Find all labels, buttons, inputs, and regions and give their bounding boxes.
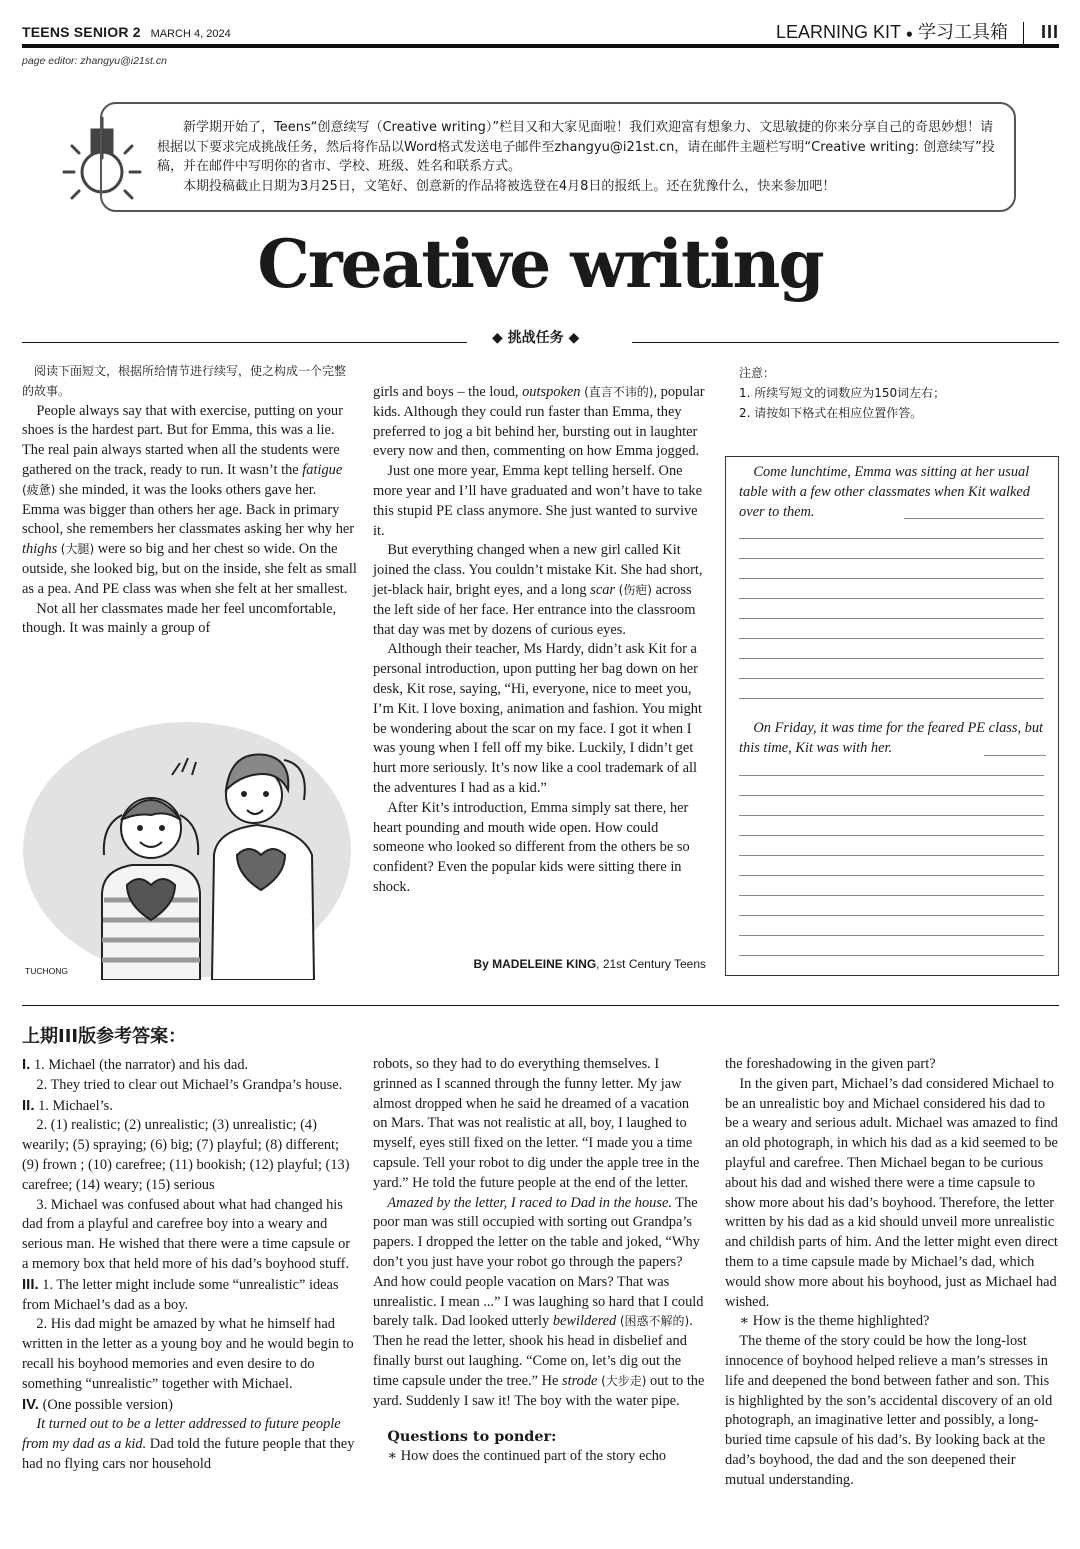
answer-line[interactable] [739, 835, 1044, 836]
answer-line[interactable] [739, 538, 1044, 539]
questions-heading: Questions to ponder: [387, 1428, 557, 1446]
answer-text: (One possible version) [38, 1396, 173, 1413]
paper-name: TEENS SENIOR 2 [22, 24, 141, 40]
notice-text [157, 118, 1005, 196]
page-title: Creative writing [257, 225, 823, 303]
answer-line[interactable] [984, 755, 1046, 756]
header-right [776, 18, 1059, 44]
task-bar [22, 325, 1059, 345]
story-intro: 阅读下面短文，根据所给情节进行续写，使之构成一个完整的故事。 [22, 364, 347, 398]
answer-line[interactable] [739, 935, 1044, 936]
notes [739, 364, 1059, 423]
answer-text: 3. Michael was confused about what had changed his dad from a playful and carefree boy into a weary and serious man. He wished that there were a time capsule or a memory box that held more of his dad’s boyhood stuff. [22, 1196, 351, 1272]
header-divider [1023, 22, 1024, 44]
answer-line[interactable] [739, 815, 1044, 816]
story-paragraph: Just one more year, Emma kept telling herself. One more year and I’ll have graduated and won’t have to take this stupid PE class anymore. She just wanted to survive it. [373, 463, 702, 539]
answer-line[interactable] [739, 598, 1044, 599]
bullet-icon: ● [905, 26, 913, 41]
question-text: the foreshadowing in the given part? [725, 1056, 936, 1072]
continuation-prompt-2: On Friday, it was time for the feared PE class, but this time, Kit was with her. [739, 720, 1044, 756]
answer-line[interactable] [739, 775, 1044, 776]
notice-line: 新学期开始了，Teens“创意续写（Creative writing）”栏目又和大家见面啦！我们欢迎富有想象力、文思敏捷的你来分享自己的奇思妙想！请根据以下要求完成挑战任务，然后将作品以Word格式发送电子邮件至zhangyu@i21st.cn，请在邮件主题栏写明“Creative writing: 创意续写”投稿，并在邮件中写明你的省市、学校、班级、姓名和联系方式。 [157, 120, 995, 174]
page-number: III [1040, 22, 1059, 42]
answer-line [22, 1275, 357, 1316]
answer-line[interactable] [739, 915, 1044, 916]
answer-text [22, 1415, 357, 1474]
question-text: ∗ How does the continued part of the story echo [387, 1448, 667, 1465]
story-paragraph: People always say that with exercise, putting on your shoes is the hardest part. But for Emma, this was a lie. The real pain always started when all the students were gathered on the track, ready to run. It wasn’t the fatigue (疲惫) she minded, it was the looks others gave her. Emma was bigger than others her age. Back in primary school, she remembers her classmates asking her why her thighs (大腿) were so big and her chest so wide. On the outside, she looked big, but on the inside, she felt as small as a pea. And PE class was when she felt at her smallest. [22, 402, 357, 597]
section-numeral: IV. [22, 1395, 39, 1413]
image-credit: TUCHONG [25, 966, 68, 976]
section-name-cn: 学习工具箱 [917, 22, 1008, 42]
answer-line[interactable] [739, 875, 1044, 876]
section-name: LEARNING KIT [775, 22, 901, 42]
story-paragraph: Not all her classmates made her feel uncomfortable, though. It was mainly a group of [22, 600, 337, 637]
task-label: ◆ 挑战任务 ◆ [492, 330, 580, 346]
continuation-prompt-1: Come lunchtime, Emma was sitting at her usual table with a few other classmates when Kit walked over to them. [739, 464, 1030, 520]
story-column-1 [22, 362, 357, 639]
answer-line[interactable] [739, 638, 1044, 639]
answer-text: The theme of the story could be how the long-lost innocence of boyhood helped relieve a man’s stresses in life and deepened the bond between father and son. This is highlighted by the son’s accidental discovery of an old photograph, an imaginative letter and possibly, a long-buried time capsule of his dad’s. By looking back at the dad’s boyhood, the dad and the son deepened their mutual understanding. [725, 1333, 1053, 1488]
answer-line[interactable] [904, 518, 1044, 519]
answer-text: 1. The letter might include some “unrealistic” ideas from Michael’s dad as a boy. [22, 1276, 339, 1313]
section-numeral: III. [22, 1275, 39, 1293]
answer-text: 2. They tried to clear out Michael’s Grandpa’s house. [36, 1076, 343, 1093]
section-numeral: II. [22, 1096, 35, 1114]
answer-text: 2. (1) realistic; (2) unrealistic; (3) unrealistic; (4) wearily; (5) spraying; (6) big; (7) playful; (8) different; (9) frown ; (10) carefree; (11) bookish; (12) playful; (13) carefree; (14) weary; (15) serious [22, 1117, 350, 1193]
illustration-two-girls [22, 720, 352, 980]
answer-line[interactable] [739, 698, 1044, 699]
story-column-2 [373, 383, 706, 898]
answer-text: Dad told the future people that they had no flying cars nor household [22, 1436, 355, 1472]
answer-line[interactable] [739, 955, 1044, 956]
answer-line[interactable] [739, 558, 1044, 559]
story-paragraph: After Kit’s introduction, Emma simply sat there, her heart pounding and mouth wide open. How could someone who looked so different from the others be so confident? Even the popular kids were sitting there in shock. [373, 799, 690, 895]
answer-text: 1. Michael (the narrator) and his dad. [30, 1057, 249, 1073]
story-paragraph: But everything changed when a new girl called Kit joined the class. You couldn’t mistake Kit. She had short, jet-black hair, bright eyes, and a long scar (伤疤) across the left side of her face. Her entrance into the classroom that day was met by dozens of curious eyes. [373, 542, 703, 638]
answer-line [22, 1055, 357, 1076]
answer-text: Amazed by the letter, I raced to Dad in the house. The poor man was still occupied with sorting out Grandpa’s papers. I dropped the letter on the table and joked, “Why don’t you just have your robot go through the papers? And how could people vacation on Mars? That was unrealistic. I mean ...” I was laughing so hard that I could barely talk. Dad looked utterly bewildered (困惑不解的). Then he read the letter, shook his head in disbelief and finally burst out laughing. “Come on, let’s dig out the time capsule under the tree.” He strode (大步走) out to the yard. Suddenly I saw it! The boy with the water pipe. [373, 1194, 705, 1409]
answer-line[interactable] [739, 658, 1044, 659]
answer-line[interactable] [739, 855, 1044, 856]
answer-italic: It turned out to be a letter addressed to future people from my dad as a kid. [22, 1416, 341, 1453]
answer-line[interactable] [739, 895, 1044, 896]
answer-text: In the given part, Michael’s dad considered Michael to be an unrealistic boy and Michael considered his dad to be a weary and serious adult. Michael was amazed to find an old photograph, in which his dad as a kid seemed to be playful and carefree. Then Michael began to be curious about his dad and wished there were a time capsule to show more about his dad’s boyhood. Therefore, the letter written by his dad as a kid should unveil more unrealistic and childish parts of him. And the letter might even direct them to a time capsule made by Michael’s dad, which would show more about his boyhood, just as Michael had wished. [725, 1075, 1058, 1310]
answer-line[interactable] [739, 678, 1044, 679]
answers-column-2 [373, 1055, 706, 1467]
answers-column-1 [22, 1055, 357, 1475]
answer-box [725, 456, 1059, 976]
answer-line [22, 1395, 357, 1416]
notice-line: 本期投稿截止日期为3月25日，文笔好、创意新的作品将被选登在4月8日的报纸上。还在犹豫什么，快来参加吧！ [183, 178, 836, 194]
rule [22, 342, 467, 343]
notes-item: 1. 所续写短文的词数应为150词左右； [739, 385, 946, 400]
answer-line[interactable] [739, 618, 1044, 619]
issue-date: MARCH 4, 2024 [150, 28, 231, 40]
story-paragraph: girls and boys – the loud, outspoken (直言不讳的), popular kids. Although they could run faster than Emma, they preferred to jog a bit behind her, bursting out in laughter every now and then, commenting on how Emma jogged. [373, 384, 705, 460]
answer-line [22, 1096, 357, 1117]
notes-item: 2. 请按如下格式在相应位置作答。 [739, 405, 923, 420]
answer-line[interactable] [739, 578, 1044, 579]
rule [632, 342, 1059, 343]
answer-line[interactable] [739, 795, 1044, 796]
header-left [22, 24, 231, 40]
author-source: , 21st Century Teens [596, 957, 706, 971]
answer-text: robots, so they had to do everything themselves. I grinned as I scanned through the funny letter. My jaw almost dropped when he said he dreamed of a vacation on Mars. That was not realistic at all, boy, I laughed to myself, eyes still fixed on the letter. “I made you a time capsule. Tell your robot to dig under the apple tree in the yard.” He told the future people at the end of the letter. [373, 1056, 700, 1191]
answer-text: 1. Michael’s. [34, 1097, 113, 1114]
author-name: By MADELEINE KING [473, 957, 597, 971]
page-header [22, 18, 1059, 48]
answer-text: 2. His dad might be amazed by what he himself had written in the letter as a young boy and he would begin to recall his boyhood memories and even desire to do something “unrealistic” together with Michael. [22, 1316, 354, 1392]
answers-column-3 [725, 1055, 1059, 1491]
answer-italic: Amazed by the letter, I raced to Dad in the house. [387, 1194, 672, 1211]
story-paragraph: Although their teacher, Ms Hardy, didn’t ask Kit for a personal introduction, upon putting her bag down on her desk, Kit rose, saying, “Hi, everyone, nice to meet you, I’m Kit. I love boxing, animation and fashion. You might be wondering about the scar on my face. I got it when I was young when I fell off my bike. Luckily, I didn’t get hurt more seriously. It’s now like a cool trademark of all the adventures I had as a kid.” [373, 641, 702, 796]
byline [374, 957, 706, 971]
notes-heading: 注意： [739, 366, 776, 380]
section-divider [22, 1005, 1059, 1006]
section-numeral: I. [22, 1056, 31, 1073]
question-text: ∗ How is the theme highlighted? [739, 1313, 930, 1330]
notice-box [100, 102, 1016, 212]
page-editor: page editor: zhangyu@i21st.cn [22, 55, 167, 67]
answers-title: 上期III版参考答案： [22, 1026, 187, 1047]
